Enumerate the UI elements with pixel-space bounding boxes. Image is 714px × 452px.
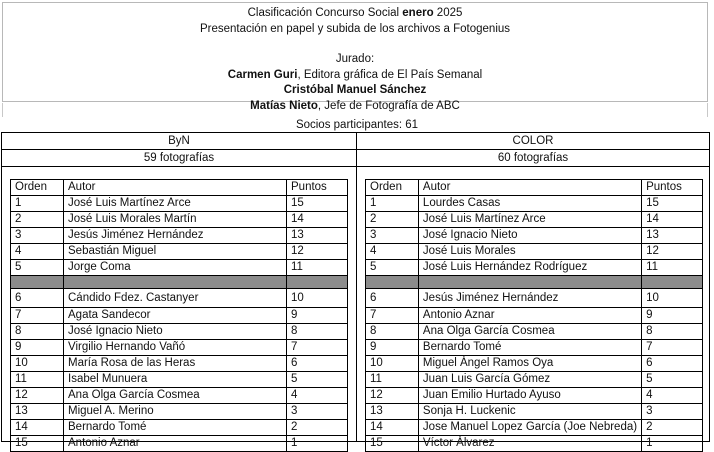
rank-cell: 3 <box>366 228 419 244</box>
points-cell: 8 <box>642 324 703 340</box>
points-cell: 4 <box>642 388 703 404</box>
jury-member: Cristóbal Manuel Sánchez <box>283 84 427 96</box>
author-cell: Bernardo Tomé <box>418 340 641 356</box>
author-cell: José Luis Hernández Rodríguez <box>418 260 641 276</box>
author-cell: Virgilio Hernando Vañó <box>64 340 287 356</box>
rank-cell: 8 <box>11 324 64 340</box>
author-cell: Lourdes Casas <box>418 196 641 212</box>
table-row <box>11 244 348 260</box>
author-cell: José Ignacio Nieto <box>418 228 641 244</box>
points-cell: 10 <box>642 289 703 308</box>
table-row <box>11 289 348 308</box>
rank-cell: 15 <box>366 436 419 452</box>
rank-cell: 14 <box>11 420 64 436</box>
category-name: COLOR <box>357 133 709 150</box>
table-row <box>11 212 348 228</box>
points-cell: 9 <box>642 308 703 324</box>
points-cell: 2 <box>642 420 703 436</box>
rank-cell: 2 <box>366 212 419 228</box>
rank-cell: 13 <box>11 404 64 420</box>
title-month: enero <box>402 7 434 19</box>
document-subtitle: Presentación en papel y subida de los archivos a Fotogenius <box>199 22 511 35</box>
points-cell: 11 <box>642 260 703 276</box>
author-cell: Cándido Fdez. Castanyer <box>64 289 287 308</box>
column-header-puntos: Puntos <box>287 180 348 196</box>
author-cell: José Luis Martínez Arce <box>64 196 287 212</box>
points-cell: 6 <box>642 356 703 372</box>
document-header <box>2 2 708 112</box>
document-title: Clasificación Concurso Social enero 2025 <box>247 7 463 19</box>
table-row <box>366 436 703 452</box>
table-row <box>11 196 348 212</box>
rank-cell: 11 <box>11 372 64 388</box>
table-row <box>11 324 348 340</box>
author-cell: Bernardo Tomé <box>64 420 287 436</box>
rank-cell: 9 <box>366 340 419 356</box>
spacer <box>3 37 707 52</box>
author-cell: Jose Manuel Lopez García (Joe Nebreda) <box>418 420 641 436</box>
table-row <box>11 436 348 452</box>
author-cell: Juan Emilio Hurtado Ayuso <box>418 388 641 404</box>
points-cell: 1 <box>642 436 703 452</box>
points-cell: 3 <box>642 404 703 420</box>
table-row <box>366 372 703 388</box>
table-row <box>366 196 703 212</box>
separator-row <box>11 276 348 289</box>
points-cell: 7 <box>642 340 703 356</box>
column-header-autor: Autor <box>418 180 641 196</box>
participants-count: Socios participantes: 61 <box>295 119 419 131</box>
separator-cell <box>11 276 64 289</box>
rank-cell: 15 <box>11 436 64 452</box>
points-cell: 11 <box>287 260 348 276</box>
category-photo-count: 60 fotografías <box>357 150 709 167</box>
table-row <box>366 228 703 244</box>
points-cell: 12 <box>642 244 703 260</box>
author-cell: Isabel Munuera <box>64 372 287 388</box>
rank-cell: 6 <box>366 289 419 308</box>
table-row <box>11 308 348 324</box>
author-cell: Jorge Coma <box>64 260 287 276</box>
author-cell: José Luis Morales <box>418 244 641 260</box>
table-row <box>366 404 703 420</box>
author-cell: Juan Luis García Gómez <box>418 372 641 388</box>
column-header-puntos: Puntos <box>642 180 703 196</box>
rank-cell: 13 <box>366 404 419 420</box>
rank-cell: 10 <box>366 356 419 372</box>
ranking-table-byn <box>10 179 348 452</box>
separator-row <box>366 276 703 289</box>
table-header-row <box>366 180 703 196</box>
author-cell: Ana Olga García Cosmea <box>64 388 287 404</box>
table-row <box>366 324 703 340</box>
rank-cell: 5 <box>11 260 64 276</box>
separator-cell <box>418 276 641 289</box>
rank-cell: 14 <box>366 420 419 436</box>
table-row <box>366 289 703 308</box>
author-cell: María Rosa de las Heras <box>64 356 287 372</box>
author-cell: Ana Olga García Cosmea <box>418 324 641 340</box>
author-cell: José Ignacio Nieto <box>64 324 287 340</box>
rank-cell: 4 <box>366 244 419 260</box>
table-row <box>11 228 348 244</box>
rank-cell: 7 <box>11 308 64 324</box>
rank-cell: 2 <box>11 212 64 228</box>
points-cell: 12 <box>287 244 348 260</box>
table-row <box>366 308 703 324</box>
column-header-orden: Orden <box>366 180 419 196</box>
rank-cell: 5 <box>366 260 419 276</box>
category-photo-count: 59 fotografías <box>2 150 356 167</box>
points-cell: 2 <box>287 420 348 436</box>
jury-member: Carmen Guri, Editora gráfica de El País Semanal <box>227 68 483 81</box>
rank-cell: 9 <box>11 340 64 356</box>
table-row <box>366 420 703 436</box>
jury-member: Matías Nieto, Jefe de Fotografía de ABC <box>250 99 460 112</box>
author-cell: José Luis Morales Martín <box>64 212 287 228</box>
ranking-table-color <box>365 179 703 452</box>
category-panel-color <box>357 132 710 449</box>
rank-cell: 4 <box>11 244 64 260</box>
author-cell: Miguel A. Merino <box>64 404 287 420</box>
separator-cell <box>287 276 348 289</box>
rank-cell: 11 <box>366 372 419 388</box>
points-cell: 4 <box>287 388 348 404</box>
table-row <box>11 372 348 388</box>
table-row <box>11 420 348 436</box>
points-cell: 10 <box>287 289 348 308</box>
table-row <box>366 388 703 404</box>
separator-cell <box>366 276 419 289</box>
table-row <box>366 212 703 228</box>
author-cell: Sonja H. Luckenic <box>418 404 641 420</box>
rank-cell: 3 <box>11 228 64 244</box>
table-row <box>366 260 703 276</box>
points-cell: 14 <box>642 212 703 228</box>
points-cell: 13 <box>642 228 703 244</box>
separator-cell <box>642 276 703 289</box>
author-cell: Sebastián Miguel <box>64 244 287 260</box>
author-cell: Antonio Aznar <box>64 436 287 452</box>
category-panel-byn <box>1 132 357 449</box>
points-cell: 8 <box>287 324 348 340</box>
table-row <box>366 356 703 372</box>
points-cell: 5 <box>642 372 703 388</box>
rank-cell: 1 <box>366 196 419 212</box>
header-spacer-frame <box>2 103 708 117</box>
author-cell: Agata Sandecor <box>64 308 287 324</box>
points-cell: 15 <box>287 196 348 212</box>
points-cell: 1 <box>287 436 348 452</box>
column-header-orden: Orden <box>11 180 64 196</box>
rank-cell: 12 <box>366 388 419 404</box>
author-cell: José Luis Martínez Arce <box>418 212 641 228</box>
separator-cell <box>64 276 287 289</box>
author-cell: Miguel Ángel Ramos Oya <box>418 356 641 372</box>
points-cell: 7 <box>287 340 348 356</box>
author-cell: Antonio Aznar <box>418 308 641 324</box>
category-name: ByN <box>2 133 356 150</box>
rank-cell: 7 <box>366 308 419 324</box>
rank-cell: 6 <box>11 289 64 308</box>
points-cell: 13 <box>287 228 348 244</box>
table-row <box>11 260 348 276</box>
table-row <box>11 404 348 420</box>
table-header-row <box>11 180 348 196</box>
points-cell: 15 <box>642 196 703 212</box>
points-cell: 9 <box>287 308 348 324</box>
points-cell: 14 <box>287 212 348 228</box>
points-cell: 5 <box>287 372 348 388</box>
rank-cell: 8 <box>366 324 419 340</box>
table-row <box>11 356 348 372</box>
table-row <box>366 340 703 356</box>
column-header-autor: Autor <box>64 180 287 196</box>
table-row <box>366 244 703 260</box>
jury-label: Jurado: <box>335 53 375 65</box>
author-cell: Jesús Jiménez Hernández <box>418 289 641 308</box>
table-row <box>11 388 348 404</box>
rank-cell: 1 <box>11 196 64 212</box>
points-cell: 3 <box>287 404 348 420</box>
rank-cell: 10 <box>11 356 64 372</box>
points-cell: 6 <box>287 356 348 372</box>
author-cell: Jesús Jiménez Hernández <box>64 228 287 244</box>
author-cell: Víctor Álvarez <box>418 436 641 452</box>
table-row <box>11 340 348 356</box>
rank-cell: 12 <box>11 388 64 404</box>
